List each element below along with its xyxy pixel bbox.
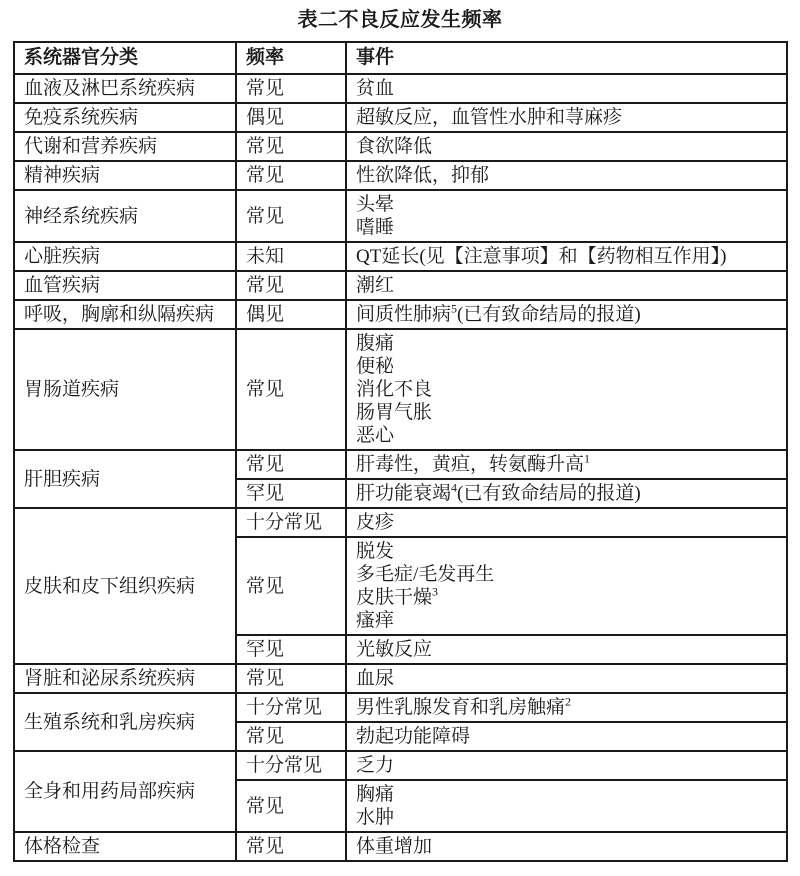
organ-class-cell: 心脏疾病 [14, 242, 236, 271]
organ-class-cell: 肾脏和泌尿系统疾病 [14, 664, 236, 693]
organ-class-cell: 皮肤和皮下组织疾病 [14, 508, 236, 664]
table-row [14, 664, 787, 693]
events-cell [346, 693, 787, 722]
organ-class-cell: 肝胆疾病 [14, 450, 236, 508]
header-event: 事件 [346, 42, 787, 74]
frequency-cell: 十分常见 [236, 751, 346, 780]
frequency-cell: 常见 [236, 537, 346, 635]
footnote-superscript: 3 [432, 584, 439, 599]
frequency-cell: 未知 [236, 242, 346, 271]
event-line: 皮疹 [356, 512, 395, 533]
event-line: 皮肤干燥$^3$ [356, 584, 439, 608]
table-row [14, 508, 787, 537]
frequency-cell: 常见 [236, 132, 346, 161]
table-row [14, 132, 787, 161]
table-row [14, 242, 787, 271]
event-line: 勃起功能障碍 [356, 726, 471, 747]
events-cell [346, 479, 787, 508]
event-line: 消化不良 [356, 379, 433, 400]
table-row [14, 450, 787, 479]
footnote-superscript: 5 [451, 301, 458, 316]
table-row [14, 751, 787, 780]
event-line: 肝毒性，黄疸，转氨酶升高$^1$ [356, 451, 591, 475]
event-line: 肠胃气胀 [356, 402, 433, 423]
events-cell [346, 635, 787, 664]
event-line: 胸痛 [356, 784, 395, 805]
frequency-cell: 偶见 [236, 103, 346, 132]
events-cell [346, 722, 787, 751]
table-row [14, 271, 787, 300]
event-line: 体重增加 [356, 836, 433, 857]
event-line: 水肿 [356, 807, 395, 828]
events-cell [346, 103, 787, 132]
events-cell [346, 664, 787, 693]
table-title: 表二不良反应发生频率 [297, 9, 503, 31]
adverse-reactions-table [13, 41, 788, 862]
footnote-superscript: 1 [584, 451, 591, 466]
event-line: 瘙痒 [356, 610, 395, 631]
event-line: 超敏反应，血管性水肿和荨麻疹 [356, 107, 623, 128]
frequency-cell: 十分常见 [236, 693, 346, 722]
frequency-cell: 常见 [236, 450, 346, 479]
events-cell [346, 329, 787, 450]
frequency-cell: 常见 [236, 161, 346, 190]
event-line: QT延长(见【注意事项】和【药物相互作用】) [356, 246, 727, 267]
event-line: 肝功能衰竭$^4$(已有致命结局的报道) [356, 480, 641, 504]
organ-class-cell: 精神疾病 [14, 161, 236, 190]
table-row [14, 190, 787, 242]
events-cell [346, 751, 787, 780]
frequency-cell: 常见 [236, 329, 346, 450]
table-row [14, 693, 787, 722]
event-line: 脱发 [356, 541, 395, 562]
event-line: 性欲降低，抑郁 [356, 165, 490, 186]
frequency-cell: 常见 [236, 190, 346, 242]
event-line: 男性乳腺发育和乳房触痛$^2$ [356, 694, 572, 718]
events-cell [346, 132, 787, 161]
frequency-cell: 常见 [236, 271, 346, 300]
header-row [14, 42, 787, 74]
frequency-cell: 常见 [236, 722, 346, 751]
event-line: 头晕 [356, 194, 395, 215]
header-organ-class: 系统器官分类 [14, 42, 236, 74]
table-row [14, 161, 787, 190]
frequency-cell: 常见 [236, 832, 346, 861]
organ-class-cell: 代谢和营养疾病 [14, 132, 236, 161]
organ-class-cell: 呼吸，胸廓和纵隔疾病 [14, 300, 236, 329]
event-line: 乏力 [356, 755, 395, 776]
event-line: 潮红 [356, 275, 395, 296]
events-cell [346, 74, 787, 103]
organ-class-cell: 生殖系统和乳房疾病 [14, 693, 236, 751]
events-cell [346, 190, 787, 242]
events-cell [346, 537, 787, 635]
organ-class-cell: 免疫系统疾病 [14, 103, 236, 132]
organ-class-cell: 血管疾病 [14, 271, 236, 300]
frequency-cell: 罕见 [236, 479, 346, 508]
events-cell [346, 450, 787, 479]
events-cell [346, 242, 787, 271]
frequency-cell: 常见 [236, 664, 346, 693]
events-cell [346, 508, 787, 537]
organ-class-cell: 全身和用药局部疾病 [14, 751, 236, 832]
table-row [14, 74, 787, 103]
frequency-cell: 十分常见 [236, 508, 346, 537]
organ-class-cell: 体格检查 [14, 832, 236, 861]
event-line: 便秘 [356, 356, 395, 377]
events-cell [346, 832, 787, 861]
organ-class-cell: 神经系统疾病 [14, 190, 236, 242]
events-cell [346, 161, 787, 190]
footnote-superscript: 2 [565, 694, 572, 709]
events-cell [346, 780, 787, 832]
table-row [14, 832, 787, 861]
event-line: 嗜睡 [356, 217, 395, 238]
frequency-cell: 常见 [236, 780, 346, 832]
frequency-cell: 罕见 [236, 635, 346, 664]
header-frequency: 频率 [236, 42, 346, 74]
event-line: 食欲降低 [356, 136, 433, 157]
events-cell [346, 300, 787, 329]
event-line: 腹痛 [356, 333, 395, 354]
frequency-cell: 常见 [236, 74, 346, 103]
event-line: 多毛症/毛发再生 [356, 564, 495, 585]
event-line: 血尿 [356, 668, 395, 689]
event-line: 贫血 [356, 78, 395, 99]
table-row [14, 329, 787, 450]
events-cell [346, 271, 787, 300]
table-row [14, 103, 787, 132]
frequency-cell: 偶见 [236, 300, 346, 329]
organ-class-cell: 胃肠道疾病 [14, 329, 236, 450]
organ-class-cell: 血液及淋巴系统疾病 [14, 74, 236, 103]
footnote-superscript: 4 [451, 480, 458, 495]
table-row [14, 300, 787, 329]
event-line: 光敏反应 [356, 639, 433, 660]
event-line: 间质性肺病$^5$(已有致命结局的报道) [356, 301, 641, 325]
event-line: 恶心 [356, 425, 395, 446]
